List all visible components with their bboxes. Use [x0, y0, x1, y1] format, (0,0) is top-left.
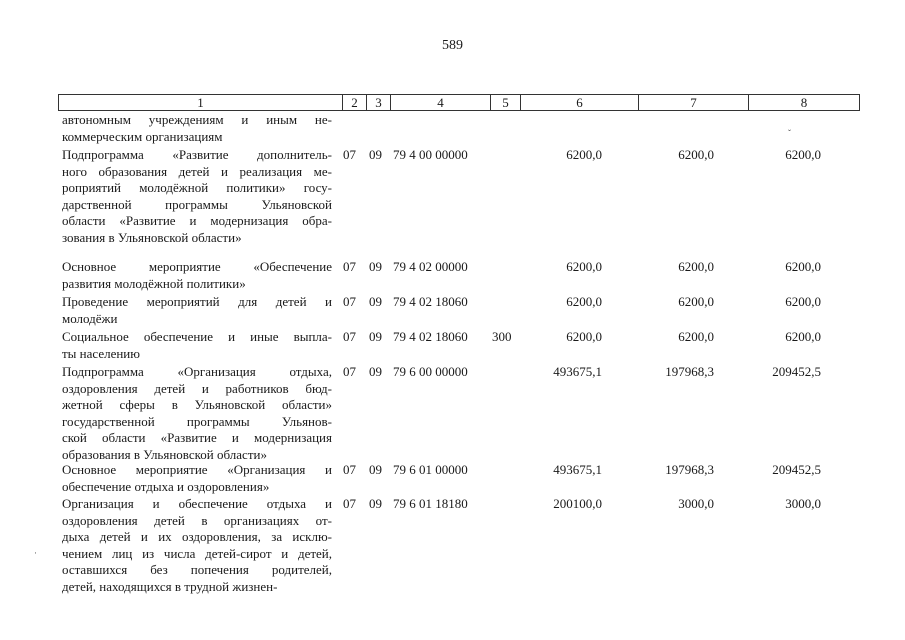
- row-description: [62, 259, 332, 292]
- description-line: дарственной программы Ульяновской: [62, 196, 332, 212]
- cell-c8: 6200,0: [785, 259, 821, 274]
- cell-c7: 6200,0: [678, 147, 714, 162]
- header-col-1: 1: [197, 95, 204, 110]
- header-col-4: 4: [390, 95, 490, 110]
- cell-c7: 6200,0: [678, 329, 714, 344]
- description-line: молодёжи: [62, 310, 118, 326]
- description-line: области «Развитие и модернизация обра-: [62, 213, 332, 228]
- description-line: ской области «Развитие и модернизация: [62, 430, 332, 445]
- header-col-3: 3: [366, 95, 390, 110]
- cell-c2: 07: [343, 496, 356, 511]
- cell-c5: 300: [492, 329, 512, 344]
- cell-c4: 79 6 01 00000: [393, 462, 468, 477]
- cell-c8: 6200,0: [785, 329, 821, 344]
- description-line: Организация и обеспечение отдыха и: [62, 496, 332, 511]
- description-line: образования в Ульяновской области»: [62, 446, 267, 462]
- row-description: [62, 147, 332, 246]
- cell-c6: 493675,1: [553, 364, 602, 379]
- cell-c8: 209452,5: [772, 364, 821, 379]
- cell-c8: 6200,0: [785, 294, 821, 309]
- description-line: развития молодёжной политики»: [62, 275, 246, 291]
- page-number: 589: [442, 38, 463, 53]
- row-description: [62, 496, 332, 595]
- cell-c3: 09: [369, 364, 382, 379]
- description-line: Подпрограмма «Развитие дополнитель-: [62, 147, 332, 162]
- description-line: детей, находящихся в трудной жизнен-: [62, 578, 278, 594]
- description-line: Проведение мероприятий для детей и: [62, 294, 332, 309]
- description-line: обеспечение отдыха и оздоровления»: [62, 478, 270, 494]
- description-line: жетной сферы в Ульяновской области»: [62, 397, 332, 412]
- cell-c4: 79 4 02 18060: [393, 294, 468, 309]
- cell-c7: 197968,3: [665, 462, 714, 477]
- cell-c6: 6200,0: [566, 147, 602, 162]
- description-line: ты населению: [62, 345, 140, 361]
- cell-c2: 07: [343, 147, 356, 162]
- cell-c3: 09: [369, 259, 382, 274]
- row-description: [62, 462, 332, 495]
- description-line: Основное мероприятие «Обеспечение: [62, 259, 332, 274]
- row-description: [62, 294, 332, 327]
- row-description: [62, 364, 332, 463]
- cell-c8: 3000,0: [785, 496, 821, 511]
- header-col-6: 6: [520, 95, 638, 110]
- cell-c6: 6200,0: [566, 329, 602, 344]
- header-col-7: 7: [638, 95, 748, 110]
- cell-c8: 209452,5: [772, 462, 821, 477]
- cell-c3: 09: [369, 496, 382, 511]
- cell-c6: 200100,0: [553, 496, 602, 511]
- scan-speck: ˇ: [788, 128, 791, 138]
- cell-c6: 6200,0: [566, 294, 602, 309]
- cell-c8: 6200,0: [785, 147, 821, 162]
- description-line: чением лиц из числа детей-сирот и детей,: [62, 545, 332, 561]
- cell-c2: 07: [343, 364, 356, 379]
- cell-c3: 09: [369, 294, 382, 309]
- description-line: роприятий молодёжной политики» госу-: [62, 180, 332, 195]
- cell-c4: 79 4 02 18060: [393, 329, 468, 344]
- cell-c7: 6200,0: [678, 259, 714, 274]
- description-line: дыха детей и их оздоровления, за исклю-: [62, 529, 332, 544]
- cell-c4: 79 6 01 18180: [393, 496, 468, 511]
- cell-c7: 3000,0: [678, 496, 714, 511]
- cell-c2: 07: [343, 259, 356, 274]
- cell-c3: 09: [369, 147, 382, 162]
- cell-c7: 197968,3: [665, 364, 714, 379]
- description-line: Подпрограмма «Организация отдыха,: [62, 364, 332, 379]
- cell-c2: 07: [343, 329, 356, 344]
- scan-speck: ·: [34, 548, 37, 558]
- description-line: ного образования детей и реализация ме-: [62, 163, 332, 179]
- description-line: Основное мероприятие «Организация и: [62, 462, 332, 477]
- header-col-2: 2: [342, 95, 366, 110]
- cell-c6: 493675,1: [553, 462, 602, 477]
- table-header: [58, 94, 860, 111]
- cell-c2: 07: [343, 294, 356, 309]
- row-description: [62, 329, 332, 362]
- row-description: [62, 112, 332, 145]
- description-line: государственной программы Ульянов-: [62, 413, 332, 429]
- header-col-5: 5: [490, 95, 520, 110]
- cell-c4: 79 6 00 00000: [393, 364, 468, 379]
- cell-c4: 79 4 02 00000: [393, 259, 468, 274]
- description-line: Социальное обеспечение и иные выпла-: [62, 329, 332, 344]
- cell-c4: 79 4 00 00000: [393, 147, 468, 162]
- description-line: зования в Ульяновской области»: [62, 229, 242, 245]
- cell-c3: 09: [369, 329, 382, 344]
- description-line: оздоровления детей в организациях от-: [62, 512, 332, 528]
- cell-c7: 6200,0: [678, 294, 714, 309]
- cell-c3: 09: [369, 462, 382, 477]
- cell-c2: 07: [343, 462, 356, 477]
- header-col-8: 8: [748, 95, 859, 110]
- description-line: оставшихся без попечения родителей,: [62, 562, 332, 577]
- description-line: коммерческим организациям: [62, 128, 223, 144]
- cell-c6: 6200,0: [566, 259, 602, 274]
- description-line: оздоровления детей и работников бюд-: [62, 380, 332, 396]
- description-line: автономным учреждениям и иным не-: [62, 112, 332, 127]
